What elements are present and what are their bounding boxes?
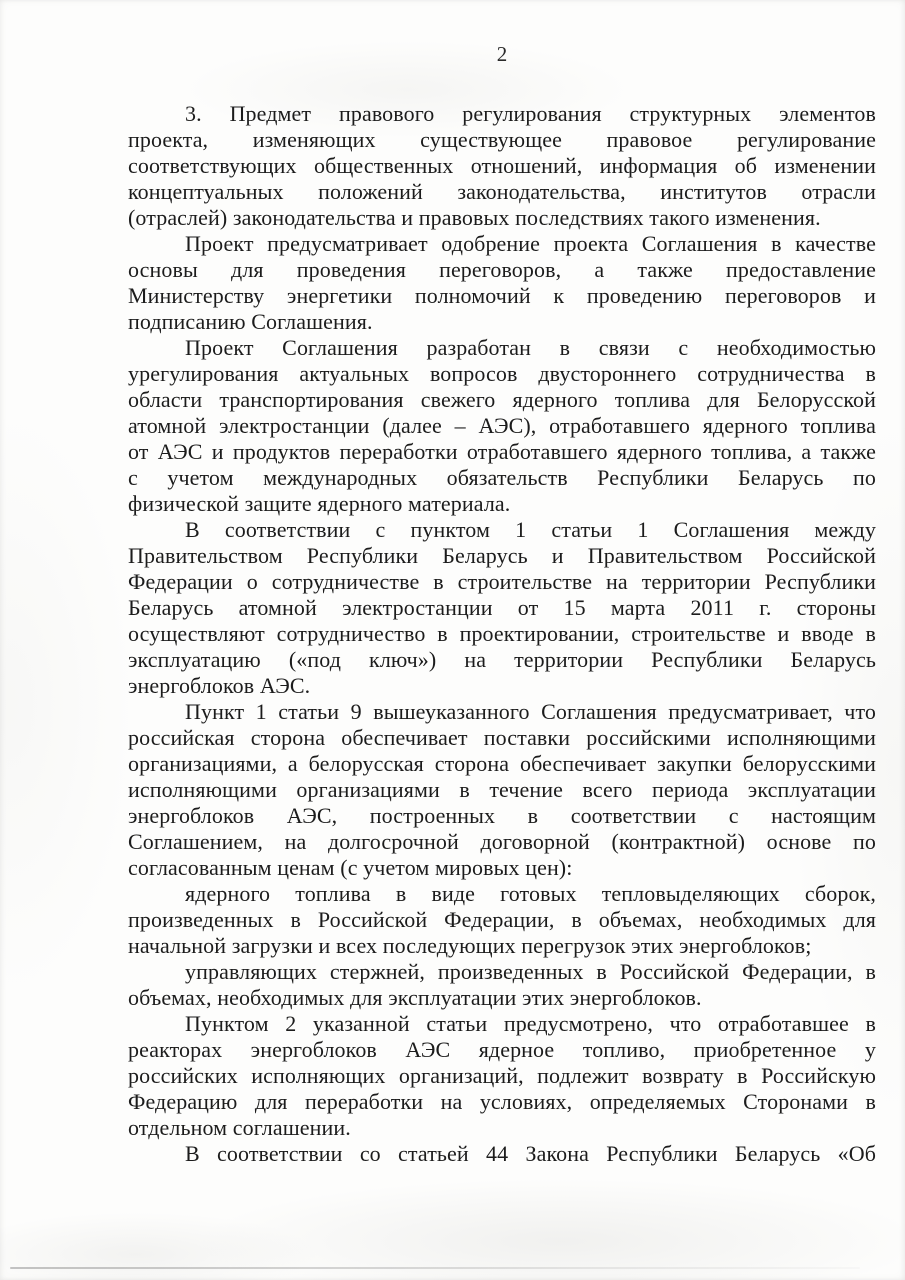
text-line: области транспортирования свежего ядерного топлива для Белорусской <box>128 387 876 412</box>
text-line: Федерации о сотрудничестве в строительстве на территории Республики <box>128 569 876 594</box>
text-line: произведенных в Российской Федерации, в объемах, необходимых для <box>128 907 876 932</box>
paragraph <box>128 1141 876 1167</box>
text-line: подписанию Соглашения. <box>128 309 373 334</box>
scan-edge-artifact <box>10 1267 860 1269</box>
text-line: В соответствии со статьей 44 Закона Республики Беларусь «Об <box>185 1141 876 1166</box>
text-line: энергоблоков АЭС, построенных в соответствии с настоящим <box>128 803 876 828</box>
text-line: Соглашением, на долгосрочной договорной (контрактной) основе по <box>128 829 876 854</box>
text-line: управляющих стержней, произведенных в Российской Федерации, в <box>185 959 876 984</box>
text-line: основы для проведения переговоров, а также предоставление <box>128 257 876 282</box>
text-line: от АЭС и продуктов переработки отработавшего ядерного топлива, а также <box>128 439 876 464</box>
text-line: Правительством Республики Беларусь и Правительством Российской <box>128 543 876 568</box>
text-line: Пункт 1 статьи 9 вышеуказанного Соглашения предусматривает, что <box>185 699 876 724</box>
text-line: с учетом международных обязательств Республики Беларусь по <box>128 465 876 490</box>
text-line: ядерного топлива в виде готовых тепловыделяющих сборок, <box>185 881 876 906</box>
text-line: осуществляют сотрудничество в проектировании, строительстве и вводе в <box>128 621 876 646</box>
text-line: исполняющими организациями в течение всего периода эксплуатации <box>128 777 876 802</box>
text-line: реакторах энергоблоков АЭС ядерное топливо, приобретенное у <box>128 1037 876 1062</box>
text-line: российская сторона обеспечивает поставки российскими исполняющими <box>128 725 876 750</box>
text-line: В соответствии с пунктом 1 статьи 1 Соглашения между <box>185 517 876 542</box>
paragraph <box>128 1011 876 1141</box>
text-line: Министерству энергетики полномочий к проведению переговоров и <box>128 283 876 308</box>
paragraph <box>128 335 876 517</box>
page-number: 2 <box>496 42 508 66</box>
paragraph <box>128 517 876 699</box>
text-line: эксплуатацию («под ключ») на территории Республики Беларусь <box>128 647 876 672</box>
text-line: физической защите ядерного материала. <box>128 491 511 516</box>
text-line: соответствующих общественных отношений, информация об изменении <box>128 153 876 178</box>
text-line: российских исполняющих организаций, подлежит возврату в Российскую <box>128 1063 876 1088</box>
text-line: проекта, изменяющих существующее правовое регулирование <box>128 127 876 152</box>
text-line: Проект Соглашения разработан в связи с необходимостью <box>185 335 876 360</box>
text-line: 3. Предмет правового регулирования структурных элементов <box>185 101 876 126</box>
text-line: Проект предусматривает одобрение проекта Соглашения в качестве <box>185 231 876 256</box>
text-line: (отраслей) законодательства и правовых последствиях такого изменения. <box>128 205 821 230</box>
text-line: концептуальных положений законодательства, институтов отрасли <box>128 179 876 204</box>
text-line: объемах, необходимых для эксплуатации этих энергоблоков. <box>128 985 702 1010</box>
text-line: Федерацию для переработки на условиях, определяемых Сторонами в <box>128 1089 876 1114</box>
text-line: атомной электростанции (далее – АЭС), отработавшего ядерного топлива <box>128 413 876 438</box>
text-line: Пунктом 2 указанной статьи предусмотрено, что отработавшее в <box>185 1011 876 1036</box>
text-line: отдельном соглашении. <box>128 1115 351 1140</box>
document-body <box>128 101 876 1167</box>
text-line: организациями, а белорусская сторона обеспечивает закупки белорусскими <box>128 751 876 776</box>
text-line: начальной загрузки и всех последующих перегрузок этих энергоблоков; <box>128 933 812 958</box>
text-line: энергоблоков АЭС. <box>128 673 311 698</box>
text-line: согласованным ценам (с учетом мировых цен): <box>128 855 573 880</box>
text-line: урегулирования актуальных вопросов двустороннего сотрудничества в <box>128 361 876 386</box>
paragraph <box>128 231 876 335</box>
paragraph <box>128 881 876 959</box>
text-line: Беларусь атомной электростанции от 15 марта 2011 г. стороны <box>128 595 876 620</box>
paragraph <box>128 101 876 231</box>
paragraph <box>128 699 876 881</box>
paragraph <box>128 959 876 1011</box>
